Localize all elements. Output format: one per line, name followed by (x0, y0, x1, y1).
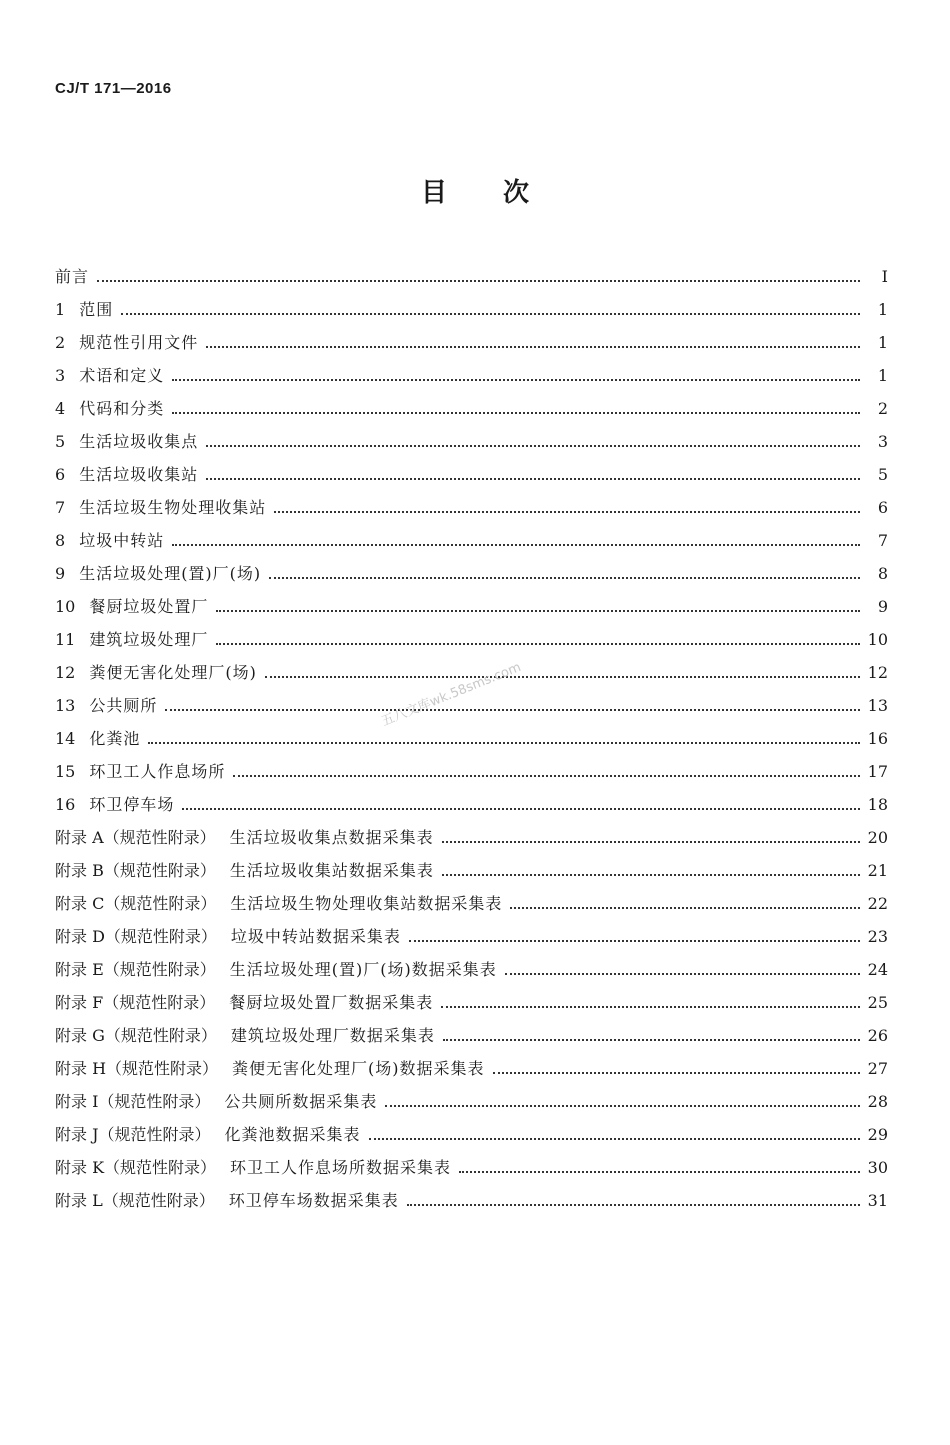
toc-entry-label: 垃圾中转站数据采集表 (230, 927, 401, 946)
toc-entry[interactable] (55, 588, 888, 621)
toc-entry-label: 前言 (55, 267, 90, 286)
toc-entry-label: 范围 (79, 300, 114, 319)
toc-entry-number: 附录 L（规范性附录） (55, 1191, 215, 1210)
toc-dot-leader (441, 1006, 859, 1008)
toc-entry-page: 6 (877, 498, 888, 517)
toc-entry[interactable] (55, 621, 888, 654)
toc-entry-number: 13 (55, 696, 76, 715)
toc-entry-label: 环卫工人作息场所数据采集表 (230, 1158, 452, 1177)
toc-entry-page: 18 (867, 795, 888, 814)
toc-entry-number: 附录 J（规范性附录） (55, 1125, 211, 1144)
toc-entry-label: 公共厕所数据采集表 (224, 1092, 378, 1111)
toc-entry-label: 公共厕所 (89, 696, 158, 715)
toc-entry-label: 代码和分类 (79, 399, 165, 418)
toc-dot-leader (206, 346, 860, 348)
toc-entry-page: 17 (867, 762, 888, 781)
toc-entry[interactable] (55, 423, 888, 456)
toc-entry[interactable] (55, 1116, 888, 1149)
toc-entry-number: 附录 D（规范性附录） (55, 927, 217, 946)
toc-entry-label: 建筑垃圾处理厂数据采集表 (230, 1026, 435, 1045)
toc-entry[interactable] (55, 522, 888, 555)
toc-entry-number: 10 (55, 597, 76, 616)
toc-dot-leader (442, 874, 860, 876)
toc-entry-page: 1 (877, 366, 888, 385)
toc-entry-number: 15 (55, 762, 76, 781)
toc-entry-number: 附录 K（规范性附录） (55, 1158, 217, 1177)
toc-dot-leader (172, 544, 860, 546)
toc-entry[interactable] (55, 885, 888, 918)
toc-entry-page: 5 (877, 465, 888, 484)
toc-entry-number: 5 (55, 432, 66, 451)
toc-entry-label: 生活垃圾处理(置)厂(场)数据采集表 (229, 960, 497, 979)
toc-dot-leader (369, 1138, 860, 1140)
toc-dot-leader (165, 709, 859, 711)
document-code: CJ/T 171—2016 (55, 80, 172, 97)
toc-entry-number: 7 (55, 498, 66, 517)
toc-entry-page: 20 (867, 828, 888, 847)
toc-entry-label: 粪便无害化处理厂(场)数据采集表 (232, 1059, 485, 1078)
toc-entry-number: 12 (55, 663, 76, 682)
toc-entry-label: 建筑垃圾处理厂 (89, 630, 209, 649)
toc-entry-page: 9 (877, 597, 888, 616)
toc-entry-label: 生活垃圾收集点 (79, 432, 199, 451)
toc-entry-number: 附录 I（规范性附录） (55, 1092, 211, 1111)
toc-dot-leader (459, 1171, 860, 1173)
toc-entry-label: 垃圾中转站 (79, 531, 165, 550)
toc-entry-page: 30 (867, 1158, 888, 1177)
toc-entry-page: 1 (877, 333, 888, 352)
toc-entry-label: 生活垃圾收集点数据采集表 (229, 828, 434, 847)
toc-entry-label: 生活垃圾生物处理收集站 (79, 498, 267, 517)
toc-entry[interactable] (55, 753, 888, 786)
toc-dot-leader (97, 280, 860, 282)
toc-dot-leader (206, 478, 860, 480)
toc-entry-number: 附录 B（规范性附录） (55, 861, 216, 880)
toc-entry-number: 附录 G（规范性附录） (55, 1026, 217, 1045)
toc-entry[interactable] (55, 324, 888, 357)
toc-entry-page: 23 (867, 927, 888, 946)
toc-entry-page: 1 (877, 300, 888, 319)
toc-entry-label: 环卫停车场数据采集表 (228, 1191, 399, 1210)
toc-entry[interactable] (55, 291, 888, 324)
toc-entry-number: 附录 C（规范性附录） (55, 894, 217, 913)
toc-entry-label: 餐厨垃圾处置厂数据采集表 (229, 993, 434, 1012)
toc-entry-number: 8 (55, 531, 66, 550)
toc-entry[interactable] (55, 984, 888, 1017)
toc-dot-leader (505, 973, 860, 975)
toc-entry[interactable] (55, 1182, 888, 1215)
toc-entry-label: 生活垃圾收集站数据采集表 (229, 861, 434, 880)
toc-entry-number: 4 (55, 399, 66, 418)
toc-entry[interactable] (55, 786, 888, 819)
toc-entry-page: 29 (867, 1125, 888, 1144)
toc-entry-label: 规范性引用文件 (79, 333, 199, 352)
toc-entry-number: 1 (55, 300, 66, 319)
toc-dot-leader (216, 610, 860, 612)
toc-entry-label: 粪便无害化处理厂(场) (89, 663, 257, 682)
toc-entry[interactable] (55, 951, 888, 984)
toc-entry[interactable] (55, 819, 888, 852)
toc-dot-leader (493, 1072, 860, 1074)
toc-dot-leader (206, 445, 860, 447)
toc-entry-number: 附录 H（规范性附录） (55, 1059, 219, 1078)
toc-entry-number: 14 (55, 729, 76, 748)
toc-dot-leader (385, 1105, 859, 1107)
toc-entry[interactable] (55, 258, 888, 291)
toc-entry-number: 2 (55, 333, 66, 352)
toc-entry-number: 附录 E（规范性附录） (55, 960, 216, 979)
toc-entry-label: 生活垃圾收集站 (79, 465, 199, 484)
toc-entry[interactable] (55, 720, 888, 753)
toc-entry-page: 13 (867, 696, 888, 715)
toc-entry[interactable] (55, 555, 888, 588)
toc-dot-leader (510, 907, 859, 909)
toc-entry-page: 21 (867, 861, 888, 880)
toc-dot-leader (182, 808, 859, 810)
toc-dot-leader (216, 643, 859, 645)
toc-dot-leader (121, 313, 860, 315)
page-title: 目次 (420, 178, 585, 208)
toc-entry-label: 化粪池数据采集表 (224, 1125, 361, 1144)
toc-entry-page: 8 (877, 564, 888, 583)
toc-dot-leader (409, 940, 860, 942)
toc-dot-leader (442, 841, 860, 843)
toc-dot-leader (233, 775, 859, 777)
toc-entry[interactable] (55, 852, 888, 885)
toc-entry-page: 28 (867, 1092, 888, 1111)
toc-entry-page: 7 (877, 531, 888, 550)
toc-dot-leader (148, 742, 859, 744)
toc-dot-leader (265, 676, 860, 678)
toc-entry[interactable] (55, 390, 888, 423)
toc-entry-page: 2 (877, 399, 888, 418)
toc-entry-page: 26 (867, 1026, 888, 1045)
toc-entry-page: 16 (867, 729, 888, 748)
toc-entry-label: 生活垃圾生物处理收集站数据采集表 (230, 894, 503, 913)
toc-entry-page: 25 (867, 993, 888, 1012)
toc-entry[interactable] (55, 1083, 888, 1116)
toc-entry-label: 化粪池 (89, 729, 141, 748)
toc-dot-leader (269, 577, 860, 579)
toc-entry[interactable] (55, 918, 888, 951)
toc-entry-number: 16 (55, 795, 76, 814)
toc-entry-page: 10 (867, 630, 888, 649)
toc-entry-label: 环卫工人作息场所 (89, 762, 226, 781)
toc-entry-label: 术语和定义 (79, 366, 165, 385)
toc-dot-leader (407, 1204, 860, 1206)
toc-entry-page: 3 (877, 432, 888, 451)
toc-entry-label: 餐厨垃圾处置厂 (89, 597, 209, 616)
toc-entry[interactable] (55, 456, 888, 489)
toc-entry-label: 环卫停车场 (89, 795, 175, 814)
toc-entry-number: 3 (55, 366, 66, 385)
toc-entry[interactable] (55, 489, 888, 522)
toc-entry[interactable] (55, 1017, 888, 1050)
table-of-contents (55, 258, 888, 1215)
toc-dot-leader (443, 1039, 860, 1041)
toc-entry[interactable] (55, 1050, 888, 1083)
toc-entry-number: 11 (55, 630, 76, 649)
toc-entry-page: 24 (867, 960, 888, 979)
toc-entry-page: 31 (867, 1191, 888, 1210)
toc-entry-number: 附录 F（规范性附录） (55, 993, 216, 1012)
toc-dot-leader (172, 412, 860, 414)
toc-entry-page: Ⅰ (881, 267, 888, 286)
toc-entry[interactable] (55, 357, 888, 390)
toc-entry-number: 6 (55, 465, 66, 484)
toc-entry-label: 生活垃圾处理(置)厂(场) (79, 564, 262, 583)
toc-dot-leader (274, 511, 860, 513)
toc-entry-page: 27 (867, 1059, 888, 1078)
toc-entry-page: 12 (867, 663, 888, 682)
toc-dot-leader (172, 379, 860, 381)
watermark: 五八文库wk.58sms.com (379, 659, 524, 730)
toc-entry[interactable] (55, 1149, 888, 1182)
toc-entry-number: 9 (55, 564, 66, 583)
toc-entry-number: 附录 A（规范性附录） (55, 828, 216, 847)
toc-entry-page: 22 (867, 894, 888, 913)
